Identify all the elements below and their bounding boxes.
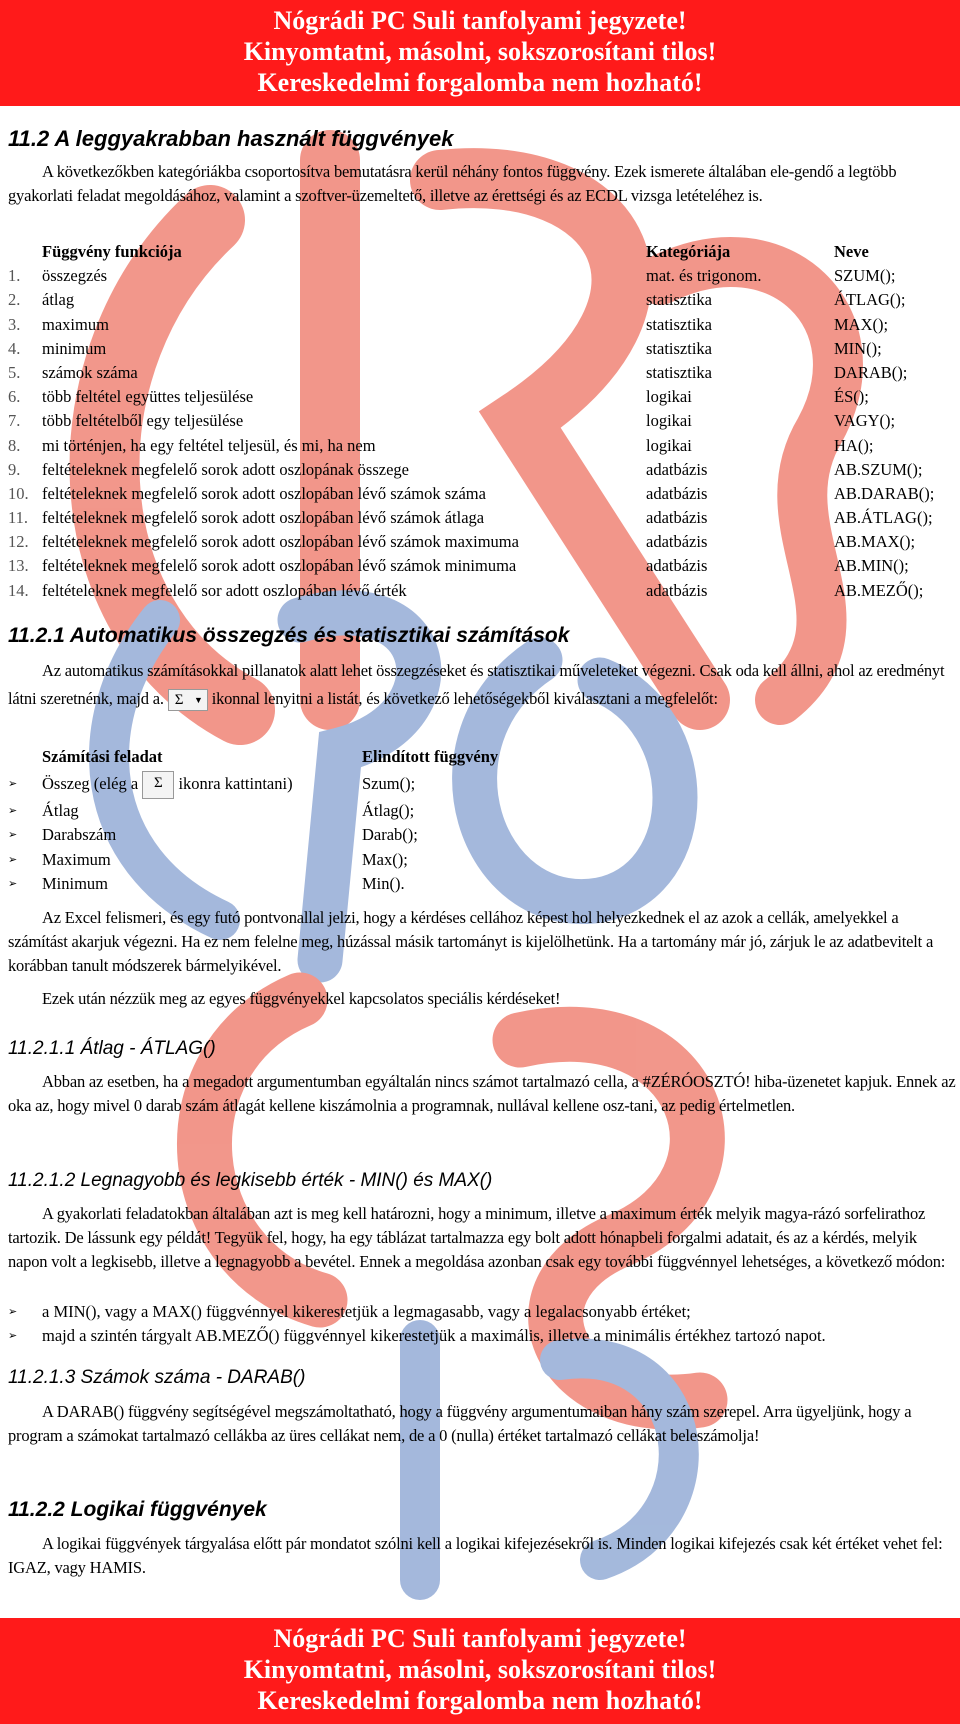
table-row [8, 385, 958, 409]
row-category: logikai [646, 411, 692, 431]
row-function: feltételeknek megfelelő sorok adott oszlopának összege [42, 459, 409, 479]
row-function: feltételeknek megfelelő sorok adott oszlopában lévő számok átlaga [42, 508, 485, 528]
intro-text: A következőkben kategóriákba csoportosítva bemutatásra kerül néhány fontos függvény. Ezek ismerete általában ele-gendő a legtöbb gyakorlati feladat megoldásához, valamint a szoftver-üzemeltető, illetve az érettségi és az ECDL vizsga letételéhez is. [8, 162, 897, 205]
row-function: összegzés [42, 266, 108, 286]
row-category: statisztika [646, 290, 712, 310]
auto-p2-text: Az Excel felismeri, és egy futó pontvonallal jelzi, hogy a kérdéses cellához képest hol helyezkednek el az azok a cellák, amelyekkel a számítást akarjuk végezni. Ha ez nem felelne meg, húzással másik tartományt is kijelölhetünk. Ha a tartomány már jó, zárjuk le az adatbevitelt a korábban tanult módszerek bármelyikével. [8, 908, 934, 975]
banner-line-1: Nógrádi PC Suli tanfolyami jegyzete! [273, 6, 687, 35]
sigma-button[interactable] [142, 771, 174, 799]
row-name: SZUM(); [834, 266, 896, 286]
calc-task: Minimum [42, 873, 109, 893]
row-category: logikai [646, 387, 692, 407]
minmax-title: 11.2.1.2 Legnagyobb és legkisebb érték - MIN() és MAX() [8, 1170, 493, 1191]
row-name: AB.ÁTLAG(); [834, 508, 933, 528]
row-num: 14. [8, 580, 29, 600]
avg-text: Abban az esetben, ha a megadott argumentumban egyáltalán nincs számot tartalmazó cella, a #ZÉRÓOSZTÓ! hiba-üzenetet kapjuk. Ennek az oka az, hogy mivel 0 darab szám átlagát kellene kiszámolnia a programnak, nullával kellene osz-tani, az pedig értelmetlen. [8, 1072, 956, 1115]
excel-detect-paragraph [8, 906, 958, 978]
calc-func: Min(). [362, 873, 405, 893]
minmax-text: A gyakorlati feladatokban általában azt is meg kell határozni, hogy a minimum, illetve a maximum érték melyik magya-rázó sorfelirathoz tartozik. De lássunk egy példát! Tegyük fel, hogy, ha egy táblázat tartalmazza egy bolt adott hónapbeli forgalmi adatait, és az a kérdés, melyik napon volt a legkisebb, illetve a legnagyobb a bevétel. Ennek a megoldása azonban csak egy további függvénnyel lehetséges, a következő módon: [8, 1204, 946, 1271]
row-name: AB.SZUM(); [834, 459, 923, 479]
col-category: Kategóriája [646, 242, 731, 261]
row-num: 2. [8, 290, 21, 310]
auto-p1-after: ikonnal lenyitni a listát, és következő lehetőségekből kiválasztani a megfelelőt: [211, 689, 718, 708]
row-num: 3. [8, 314, 21, 334]
table-row [8, 506, 958, 530]
row-function: maximum [42, 314, 109, 334]
bullet-icon: ➢ [8, 853, 18, 866]
table-row [8, 554, 958, 578]
row-category: logikai [646, 435, 692, 455]
col-function: Függvény funkciója [42, 242, 182, 261]
auto-p3-text: Ezek után nézzük meg az egyes függvényekkel kapcsolatos speciális kérdéseket! [42, 989, 561, 1008]
row-name: MIN(); [834, 338, 882, 358]
sigma-icon: Σ [153, 775, 163, 792]
row-category: statisztika [646, 314, 712, 334]
row-function: több feltétel együttes teljesülése [42, 387, 254, 407]
calc-row [8, 823, 708, 847]
table-row [8, 288, 958, 312]
bullet-icon: ➢ [8, 877, 18, 890]
calc-func: Max(); [362, 849, 408, 869]
calc-func: Szum(); [362, 774, 416, 794]
row-function: feltételeknek megfelelő sorok adott oszlopában lévő számok maximuma [42, 532, 519, 552]
avg-title: 11.2.1.1 Átlag - ÁTLAG() [8, 1038, 216, 1059]
row-function: több feltételből egy teljesülése [42, 411, 244, 431]
section-title: 11.2 A leggyakrabban használt függvények [8, 126, 454, 151]
minmax-bullets [8, 1300, 958, 1348]
logic-title: 11.2.2 Logikai függvények [8, 1498, 267, 1521]
table-row [8, 458, 958, 482]
sigma-icon: Σ [174, 692, 184, 709]
logic-paragraph [8, 1532, 958, 1580]
row-function: átlag [42, 290, 75, 310]
row-num: 7. [8, 411, 21, 431]
row-category: adatbázis [646, 580, 708, 600]
logic-text: A logikai függvények tárgyalása előtt pár mondatot szólni kell a logikai kifejezésekről is. Minden logikai kifejezés csak két értéket vehet fel: IGAZ, vagy HAMIS. [8, 1534, 943, 1577]
calc-col-func: Elindított függvény [362, 747, 499, 766]
row-category: statisztika [646, 362, 712, 382]
list-item [8, 1300, 958, 1324]
row-num: 10. [8, 483, 29, 503]
dropdown-arrow-icon: ▼ [194, 695, 203, 706]
row-name: VAGY(); [834, 411, 896, 431]
row-num: 13. [8, 556, 29, 576]
row-name: ÁTLAG(); [834, 290, 906, 310]
row-function: feltételeknek megfelelő sor adott oszlopában lévő érték [42, 580, 407, 600]
minmax-paragraph [8, 1202, 958, 1274]
autosum-dropdown-button[interactable] [168, 689, 208, 711]
row-name: AB.MAX(); [834, 532, 916, 552]
row-category: adatbázis [646, 483, 708, 503]
table-header [8, 240, 958, 264]
calc-func: Darab(); [362, 825, 418, 845]
table-row [8, 579, 958, 603]
function-table [8, 240, 958, 603]
row-name: AB.MIN(); [834, 556, 909, 576]
intro-paragraph [8, 160, 958, 208]
next-questions-paragraph [8, 987, 958, 1011]
row-num: 12. [8, 532, 29, 552]
calc-row [8, 769, 708, 799]
sum-task-before: Összeg (elég a [42, 774, 139, 794]
row-category: adatbázis [646, 508, 708, 528]
auto-sum-paragraph [8, 657, 958, 713]
bullet-icon: ➢ [8, 778, 18, 791]
calc-table [8, 745, 708, 896]
table-row [8, 530, 958, 554]
row-num: 6. [8, 387, 21, 407]
count-text: A DARAB() függvény segítségével megszámoltatható, hogy a függvény argumentumaiban hány szám szerepel. Arra ügyeljünk, hogy a program a számokat tartalmazó cellákba az üres cellákat nem, de a 0 (nulla) értéket tartalmazó cellákat beleszámolja! [8, 1402, 912, 1445]
calc-task: Maximum [42, 849, 111, 869]
calc-task: Darabszám [42, 825, 117, 845]
row-num: 1. [8, 266, 21, 286]
row-function: feltételeknek megfelelő sorok adott oszlopában lévő számok száma [42, 483, 486, 503]
row-name: AB.MEZŐ(); [834, 580, 924, 600]
row-function: feltételeknek megfelelő sorok adott oszlopában lévő számok minimuma [42, 556, 517, 576]
calc-func: Átlag(); [362, 801, 415, 821]
list-item [8, 1324, 958, 1348]
row-function: minimum [42, 338, 107, 358]
row-name: DARAB(); [834, 362, 908, 382]
list-item-text: a MIN(), vagy a MAX() függvénnyel kikerestetjük a legmagasabb, vagy a legalacsonyabb értéket; [42, 1302, 691, 1321]
banner-line-2: Kinyomtatni, másolni, sokszorosítani tilos! [243, 37, 717, 66]
row-category: adatbázis [646, 532, 708, 552]
calc-row [8, 799, 708, 823]
calc-task-sum [42, 769, 293, 799]
table-row [8, 434, 958, 458]
row-name: ÉS(); [834, 387, 869, 407]
bullet-icon: ➢ [8, 1330, 18, 1342]
table-row [8, 482, 958, 506]
calc-task: Átlag [42, 801, 79, 821]
count-paragraph [8, 1400, 958, 1448]
calc-row [8, 872, 708, 896]
row-name: AB.DARAB(); [834, 483, 935, 503]
sum-task-after: ikonra kattintani) [178, 774, 293, 794]
calc-row [8, 848, 708, 872]
avg-paragraph [8, 1070, 958, 1118]
table-row [8, 313, 958, 337]
row-num: 5. [8, 362, 21, 382]
banner-line-1: Nógrádi PC Suli tanfolyami jegyzete! [273, 1624, 687, 1653]
calc-col-task: Számítási feladat [42, 747, 163, 766]
bullet-icon: ➢ [8, 1306, 18, 1318]
row-category: adatbázis [646, 556, 708, 576]
bullet-icon: ➢ [8, 829, 18, 842]
row-name: HA(); [834, 435, 874, 455]
row-name: MAX(); [834, 314, 889, 334]
table-row [8, 409, 958, 433]
count-title: 11.2.1.3 Számok száma - DARAB() [8, 1367, 306, 1388]
table-row [8, 264, 958, 288]
row-category: adatbázis [646, 459, 708, 479]
row-function: mi történjen, ha egy feltétel teljesül, és mi, ha nem [42, 435, 376, 455]
table-row [8, 361, 958, 385]
calc-header [8, 745, 708, 769]
banner-line-2: Kinyomtatni, másolni, sokszorosítani tilos! [243, 1655, 717, 1684]
banner-line-3: Kereskedelmi forgalomba nem hozható! [257, 68, 703, 97]
row-function: számok száma [42, 362, 138, 382]
row-num: 9. [8, 459, 21, 479]
row-num: 8. [8, 435, 21, 455]
list-item-text: majd a szintén tárgyalt AB.MEZŐ() függvénnyel kikerestetjük a maximális, illetve a minimális értékhez tartozó napot. [42, 1326, 826, 1345]
row-num: 4. [8, 338, 21, 358]
row-num: 11. [8, 508, 29, 528]
auto-sum-title: 11.2.1 Automatikus összegzés és statisztikai számítások [8, 624, 570, 647]
bullet-icon: ➢ [8, 805, 18, 818]
auto-p1-before: Az automatikus számításokkal pillanatok alatt lehet összegzéseket és statisztikai műveleteket végezni. Csak oda kell állni, ahol az eredményt látni szeretnénk, majd a. [8, 661, 945, 708]
banner-line-3: Kereskedelmi forgalomba nem hozható! [257, 1686, 703, 1715]
row-category: statisztika [646, 338, 712, 358]
row-category: mat. és trigonom. [646, 266, 762, 286]
col-name: Neve [834, 242, 869, 261]
table-row [8, 337, 958, 361]
